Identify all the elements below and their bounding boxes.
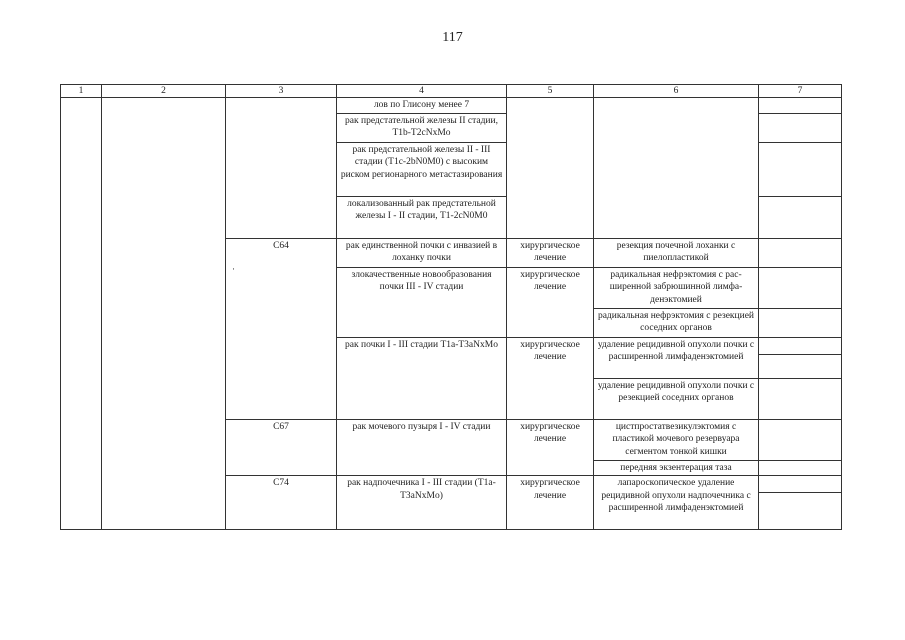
col7-cell [759, 337, 842, 354]
diagnosis-cell: рак единственной почки с инвазией в лоханку почки [337, 238, 507, 267]
table-row [61, 98, 842, 114]
method-cell [594, 98, 759, 239]
col2-cell [102, 98, 226, 530]
col1-cell [61, 98, 102, 530]
col-header-4: 4 [337, 85, 507, 98]
method-cell: резекция почечной лоханки с пиелопластикой [594, 238, 759, 267]
col7-cell [759, 419, 842, 460]
col-header-5: 5 [507, 85, 594, 98]
col-header-7: 7 [759, 85, 842, 98]
col-header-3: 3 [226, 85, 337, 98]
method-cell: удаление рецидивной опухоли почки с расширенной лимфаденэктомией [594, 337, 759, 378]
treatment-cell: хирургическое лечение [507, 476, 594, 530]
col7-cell [759, 142, 842, 196]
col7-cell [759, 113, 842, 142]
diagnosis-cell: рак предстательной железы II - III стадии (T1c-2bN0M0) с высоким риском регионарного метастазирования [337, 142, 507, 196]
col7-cell [759, 378, 842, 419]
method-cell: цистпростатвезикулэктомия с пластикой мочевого резервуара сегментом тонкой кишки [594, 419, 759, 460]
diagnosis-cell: рак предстательной железы II стадии, T1b-T2cNxMo [337, 113, 507, 142]
treatment-cell [507, 98, 594, 239]
treatment-cell: хирургическое лечение [507, 337, 594, 419]
col7-cell [759, 308, 842, 337]
diagnosis-cell: злокачественные новообразования почки III - IV стадии [337, 267, 507, 337]
method-cell: передняя экзентерация таза [594, 460, 759, 476]
code-cell: C67 [226, 419, 337, 476]
diagnosis-cell: рак мочевого пузыря I - IV стадии [337, 419, 507, 476]
page-number: 117 [442, 30, 463, 45]
col7-cell [759, 196, 842, 238]
method-cell: радикальная нефрэктомия с резекцией соседних органов [594, 308, 759, 337]
treatment-cell: хирургическое лечение [507, 238, 594, 267]
col7-cell [759, 476, 842, 493]
col7-cell [759, 493, 842, 530]
col7-cell [759, 354, 842, 378]
code-cell: C74 [226, 476, 337, 530]
col3-cell [226, 98, 337, 239]
diagnosis-cell: рак почки I - III стадии T1a-T3aNxMo [337, 337, 507, 419]
method-cell: удаление рецидивной опухоли почки с резекцией соседних органов [594, 378, 759, 419]
method-cell: радикальная нефрэктомия с расширенной забрюшинной лимфаденэктомией [594, 267, 759, 308]
col7-cell [759, 98, 842, 114]
scan-mark: · [232, 264, 235, 274]
treatment-cell: хирургическое лечение [507, 267, 594, 337]
header-row [61, 85, 842, 98]
medical-care-table [60, 84, 842, 530]
treatment-cell: хирургическое лечение [507, 419, 594, 476]
method-cell: лапароскопическое удаление рецидивной опухоли надпочечника с расширенной лимфаденэктомией [594, 476, 759, 530]
diagnosis-cell: рак надпочечника I - III стадии (T1a-T3aNxMo) [337, 476, 507, 530]
col7-cell [759, 267, 842, 308]
diagnosis-cell: лов по Глисону менее 7 [337, 98, 507, 114]
col-header-6: 6 [594, 85, 759, 98]
col7-cell [759, 460, 842, 476]
diagnosis-cell: локализованный рак предстательной железы I - II стадии, T1-2cN0M0 [337, 196, 507, 238]
col-header-2: 2 [102, 85, 226, 98]
col-header-1: 1 [61, 85, 102, 98]
col7-cell [759, 238, 842, 267]
code-cell: C64 [226, 238, 337, 419]
